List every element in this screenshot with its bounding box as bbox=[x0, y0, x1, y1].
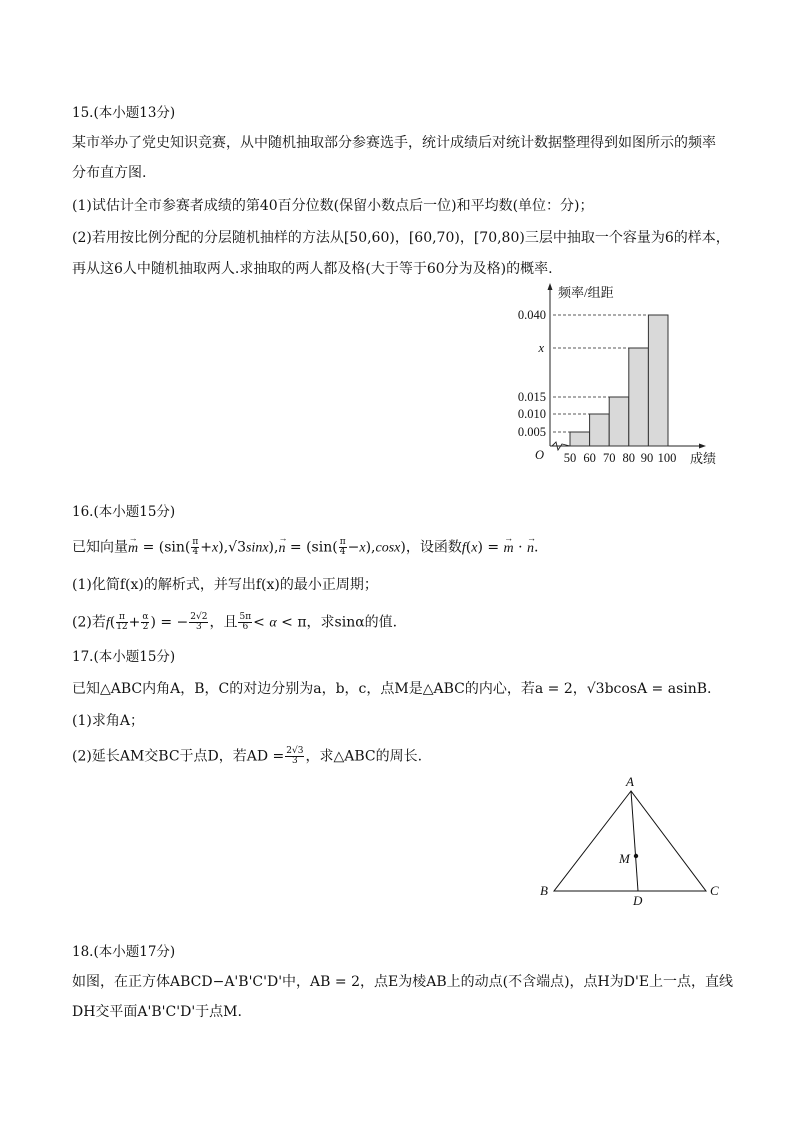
x-tick-50: 50 bbox=[563, 451, 577, 465]
q16-header: 16.(本小题15分) bbox=[72, 504, 176, 520]
q17-stem: 已知△ABC内角A，B，C的对边分别为a，b，c，点M是△ABC的内心，若a = 2，√3bcosA = asinB. bbox=[72, 681, 712, 697]
bar-50-60 bbox=[570, 432, 590, 446]
label-b: B bbox=[540, 883, 548, 898]
label-c: C bbox=[710, 883, 719, 898]
segment-ad bbox=[631, 791, 638, 891]
x-tick-100: 100 bbox=[657, 451, 677, 465]
y-axis-label: 频率/组距 bbox=[558, 285, 614, 300]
q18-header: 18.(本小题17分) bbox=[72, 944, 176, 960]
y-tick-x: x bbox=[538, 341, 544, 355]
x-tick-60: 60 bbox=[583, 451, 596, 465]
q16-part1: (1)化简f(x)的解析式，并写出f(x)的最小正周期； bbox=[72, 577, 378, 593]
bar-80-90 bbox=[629, 348, 649, 446]
q16-part2: (2)若f( $\frac{\pi}{12}$ + $\frac{\alpha}{2}$ ) = − $\frac{2√2}{3}$ ，且 $\frac{5\pi}{6}$ < α < π，求sinα的值. bbox=[72, 612, 398, 632]
q15-stem-line1: 某市举办了党史知识竞赛，从中随机抽取部分参赛选手，统计成绩后对统计数据整理得到如图所示的频率 bbox=[72, 135, 716, 151]
bar-70-80 bbox=[609, 397, 629, 446]
q16-stem: 已知向量→ m = (sin( $\frac{\pi}{4}$ +x),√3sinx),→ n = (sin( $\frac{\pi}{4}$ −x),cosx)，设函数f(x) = → m · → n. bbox=[72, 538, 538, 558]
label-a: A bbox=[626, 774, 634, 789]
frequency-histogram bbox=[500, 280, 730, 470]
q15-part1: (1)试估计全市参赛者成绩的第40百分位数(保留小数点后一位)和平均数(单位：分)； bbox=[72, 198, 594, 214]
bar-60-70 bbox=[590, 414, 610, 446]
incenter-point-m bbox=[634, 854, 638, 858]
y-tick-0.005: 0.005 bbox=[517, 425, 546, 439]
y-tick-0.040: 0.040 bbox=[517, 308, 546, 322]
q15-header: 15.(本小题13分) bbox=[72, 105, 176, 121]
histogram-bars bbox=[570, 315, 668, 446]
q15-part2-line2: 再从这6人中随机抽取两人.求抽取的两人都及格(大于等于60分为及格)的概率. bbox=[72, 261, 553, 277]
y-axis-arrow-icon bbox=[548, 283, 553, 290]
x-tick-90: 90 bbox=[640, 451, 654, 465]
x-tick-70: 70 bbox=[602, 451, 616, 465]
label-m: M bbox=[619, 851, 630, 866]
q15-part2-line1: (2)若用按比例分配的分层随机抽样的方法从[50,60)，[60,70)，[70,80)三层中抽取一个容量为6的样本， bbox=[72, 230, 730, 246]
q17-part1: (1)求角A； bbox=[72, 713, 144, 729]
bar-90-100 bbox=[648, 315, 668, 446]
y-tick-0.010: 0.010 bbox=[517, 407, 546, 421]
x-axis-label: 成绩 bbox=[690, 451, 717, 466]
q18-stem-line2: DH交平面A'B'C'D'于点M. bbox=[72, 1004, 242, 1020]
y-tick-0.015: 0.015 bbox=[517, 390, 546, 404]
q17-header: 17.(本小题15分) bbox=[72, 649, 176, 665]
q18-stem-line1: 如图，在正方体ABCD−A'B'C'D'中，AB = 2，点E为棱AB上的动点(不含端点)，点H为D'E上一点，直线 bbox=[72, 974, 734, 990]
x-axis-arrow-icon bbox=[699, 444, 706, 449]
triangle-figure bbox=[530, 770, 730, 910]
x-tick-80: 80 bbox=[622, 451, 636, 465]
label-d: D bbox=[633, 893, 643, 908]
triangle-abc bbox=[554, 791, 706, 891]
q17-part2: (2)延长AM交BC于点D，若AD = $\frac{2√3}{3}$ ，求△ABC的周长. bbox=[72, 746, 423, 766]
origin-label: O bbox=[535, 448, 545, 462]
q15-stem-line2: 分布直方图. bbox=[72, 165, 147, 181]
